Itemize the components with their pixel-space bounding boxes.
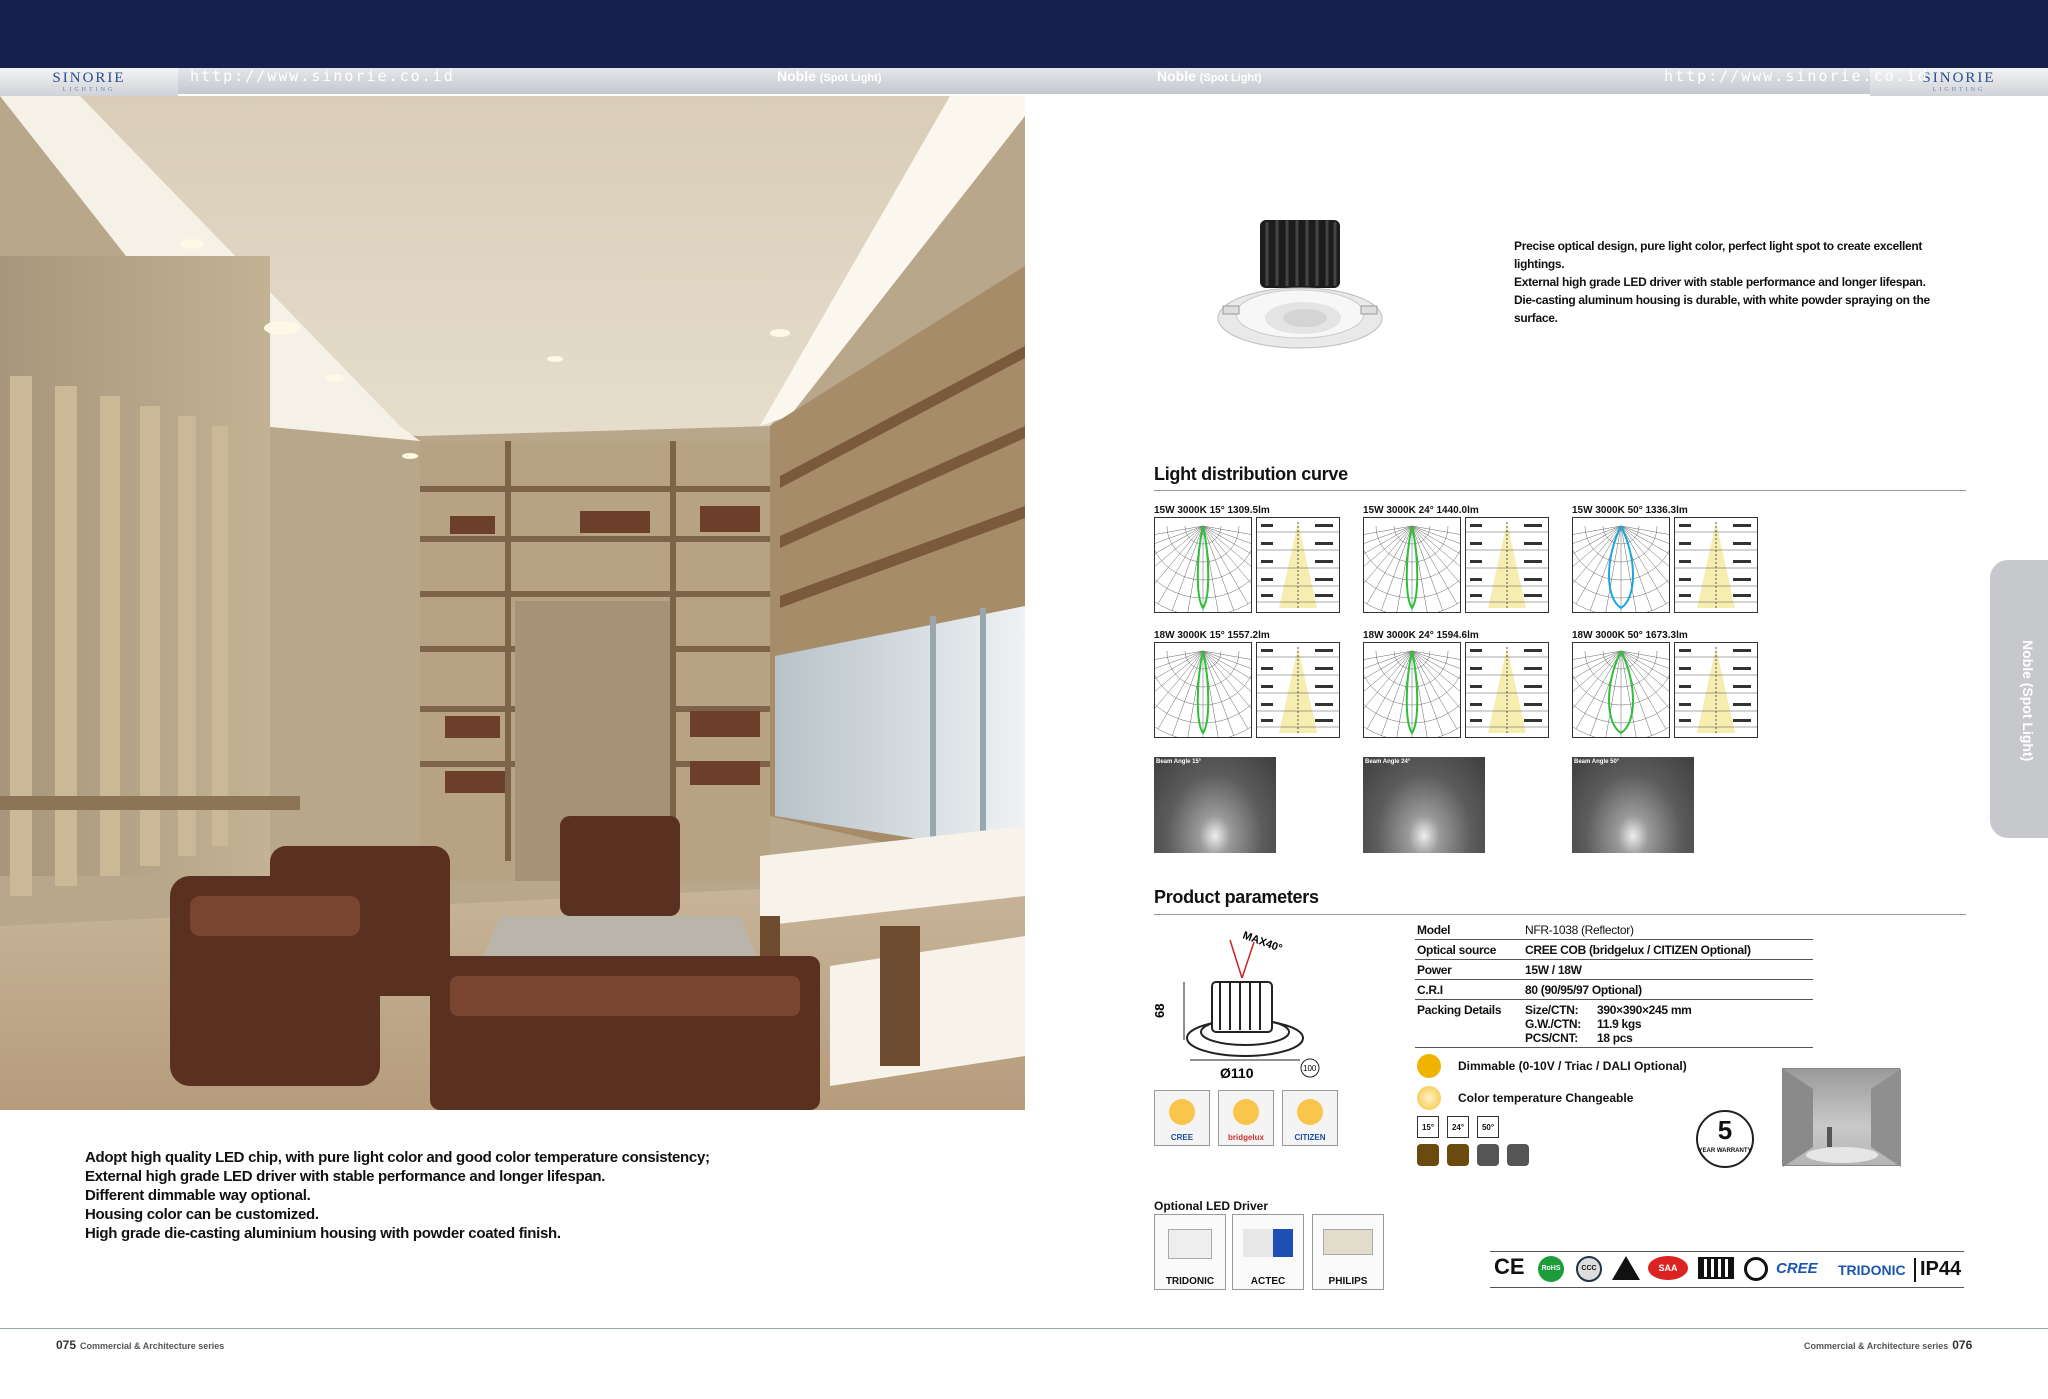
- ip44-mark: IP44: [1920, 1258, 1962, 1280]
- curve-title: 18W 3000K 15° 1557.2lm: [1154, 630, 1270, 641]
- chip-cree: CREE: [1154, 1090, 1210, 1146]
- section-title-distribution: Light distribution curve: [1154, 464, 1348, 484]
- color-temp-text: Color temperature Changeable: [1458, 1091, 1634, 1105]
- param-row: Model NFR-1038 (Reflector): [1415, 920, 1813, 940]
- curve-title: 15W 3000K 15° 1309.5lm: [1154, 505, 1270, 516]
- tridonic-logo: TRIDONIC: [1838, 1262, 1906, 1278]
- beam-image: Beam Angle 24°: [1363, 757, 1485, 853]
- illuminance-chart: [1674, 517, 1758, 613]
- features-list: [85, 1148, 710, 1243]
- beam-image: Beam Angle 15°: [1154, 757, 1276, 853]
- cree-logo: CREE: [1776, 1260, 1818, 1277]
- chip-bridgelux: bridgelux: [1218, 1090, 1274, 1146]
- side-tab[interactable]: Noble (Spot Light): [1990, 560, 2048, 838]
- polar-curve: [1154, 517, 1252, 613]
- polar-curve: [1154, 642, 1252, 738]
- ce-mark: CE: [1494, 1254, 1525, 1279]
- feature-item: Different dimmable way optional.: [85, 1187, 311, 1204]
- footer-right: Commercial & Architecture series 076: [1804, 1338, 1973, 1352]
- page-title-right: Noble (Spot Light): [1157, 68, 1262, 84]
- application-photo: [1782, 1068, 1900, 1166]
- polar-curve: [1572, 517, 1670, 613]
- section-divider: [1154, 914, 1966, 915]
- param-row: C.R.I 80 (90/95/97 Optional): [1415, 980, 1813, 1000]
- product-description: [1514, 237, 1934, 327]
- param-row: Power 15W / 18W: [1415, 960, 1813, 980]
- curve-title: 18W 3000K 50° 1673.3lm: [1572, 630, 1688, 641]
- logo-left: SINORIE LIGHTING: [0, 68, 178, 96]
- illuminance-chart: [1674, 642, 1758, 738]
- warranty-badge: 5 YEAR WARRANTY: [1696, 1110, 1754, 1168]
- section-divider: [1154, 490, 1966, 491]
- chip-citizen: CITIZEN: [1282, 1090, 1338, 1146]
- illuminance-chart: [1465, 642, 1549, 738]
- footer-left: 075 Commercial & Architecture series: [56, 1338, 225, 1352]
- curve-title: 15W 3000K 24° 1440.0lm: [1363, 505, 1479, 516]
- page-title-left: Noble (Spot Light): [777, 68, 882, 84]
- feature-item: High grade die-casting aluminium housing with powder coated finish.: [85, 1225, 561, 1242]
- beam-angle-icon: 50°: [1477, 1116, 1499, 1138]
- polar-curve: [1363, 517, 1461, 613]
- product-image: [1215, 210, 1385, 360]
- cutout-label: 100: [1303, 1064, 1317, 1073]
- lens-icon: [1477, 1144, 1499, 1166]
- lens-icon: [1417, 1144, 1439, 1166]
- lens-icon: [1447, 1144, 1469, 1166]
- height-label: 68: [1152, 1003, 1167, 1018]
- parameters-table: [1415, 920, 1813, 1048]
- illuminance-chart: [1256, 642, 1340, 738]
- footer-line: [0, 1328, 2048, 1329]
- beam-angle-icon: 24°: [1447, 1116, 1469, 1138]
- triangle-mark: [1612, 1256, 1640, 1280]
- diameter-label: Ø110: [1220, 1065, 1254, 1080]
- param-row: Optical source CREE COB (bridgelux / CITIZEN Optional): [1415, 940, 1813, 960]
- driver-actec: ACTEC: [1232, 1214, 1304, 1290]
- beam-angle-icon: 15°: [1417, 1116, 1439, 1138]
- color-temp-icon: [1417, 1086, 1441, 1110]
- description-line: Precise optical design, pure light color, perfect light spot to create excellent lightings.: [1514, 239, 1923, 271]
- cert-divider: [1914, 1258, 1916, 1282]
- feature-item: External high grade LED driver with stable performance and longer lifespan.: [85, 1168, 606, 1185]
- illuminance-chart: [1256, 517, 1340, 613]
- header-band: [0, 0, 2048, 68]
- ccc-mark: CCC: [1576, 1256, 1602, 1282]
- description-line: Die-casting aluminum housing is durable, with white powder spraying on the surface.: [1514, 293, 1930, 325]
- interior-photo: [0, 96, 1025, 1110]
- curve-title: 15W 3000K 50° 1336.3lm: [1572, 505, 1688, 516]
- polar-curve: [1363, 642, 1461, 738]
- drivers-heading: Optional LED Driver: [1154, 1199, 1269, 1213]
- tilt-label: MAX40°: [1240, 929, 1284, 955]
- beam-image: Beam Angle 50°: [1572, 757, 1694, 853]
- feature-item: Adopt high quality LED chip, with pure light color and good color temperature consistency;: [85, 1149, 710, 1166]
- logo-right: SINORIE LIGHTING: [1870, 68, 2048, 96]
- description-line: External high grade LED driver with stable performance and longer lifespan.: [1514, 275, 1926, 289]
- lens-icon: [1507, 1144, 1529, 1166]
- section-title-parameters: Product parameters: [1154, 887, 1319, 907]
- param-row-packing: Packing Details Size/CTN: 390×390×245 mm G.W./CTN: 11.9 kgs PCS/CNT: 18 pcs: [1415, 1000, 1813, 1048]
- polar-curve: [1572, 642, 1670, 738]
- dimmable-icon: [1417, 1054, 1441, 1078]
- url-right[interactable]: http://www.sinorie.co.id: [1664, 67, 1929, 85]
- dimmable-text: Dimmable (0-10V / Triac / DALI Optional): [1458, 1059, 1687, 1073]
- illuminance-chart: [1465, 517, 1549, 613]
- saa-mark: SAA: [1648, 1256, 1688, 1280]
- url-left[interactable]: http://www.sinorie.co.id: [190, 67, 455, 85]
- feature-item: Housing color can be customized.: [85, 1206, 319, 1223]
- dimension-drawing: [1150, 920, 1340, 1080]
- fcc-mark: [1698, 1257, 1734, 1279]
- driver-philips: PHILIPS: [1312, 1214, 1384, 1290]
- rohs-mark: RoHS: [1538, 1256, 1564, 1282]
- driver-tridonic: TRIDONIC: [1154, 1214, 1226, 1290]
- circle-mark: [1744, 1257, 1768, 1281]
- cert-line-top: [1490, 1251, 1964, 1252]
- curve-title: 18W 3000K 24° 1594.6lm: [1363, 630, 1479, 641]
